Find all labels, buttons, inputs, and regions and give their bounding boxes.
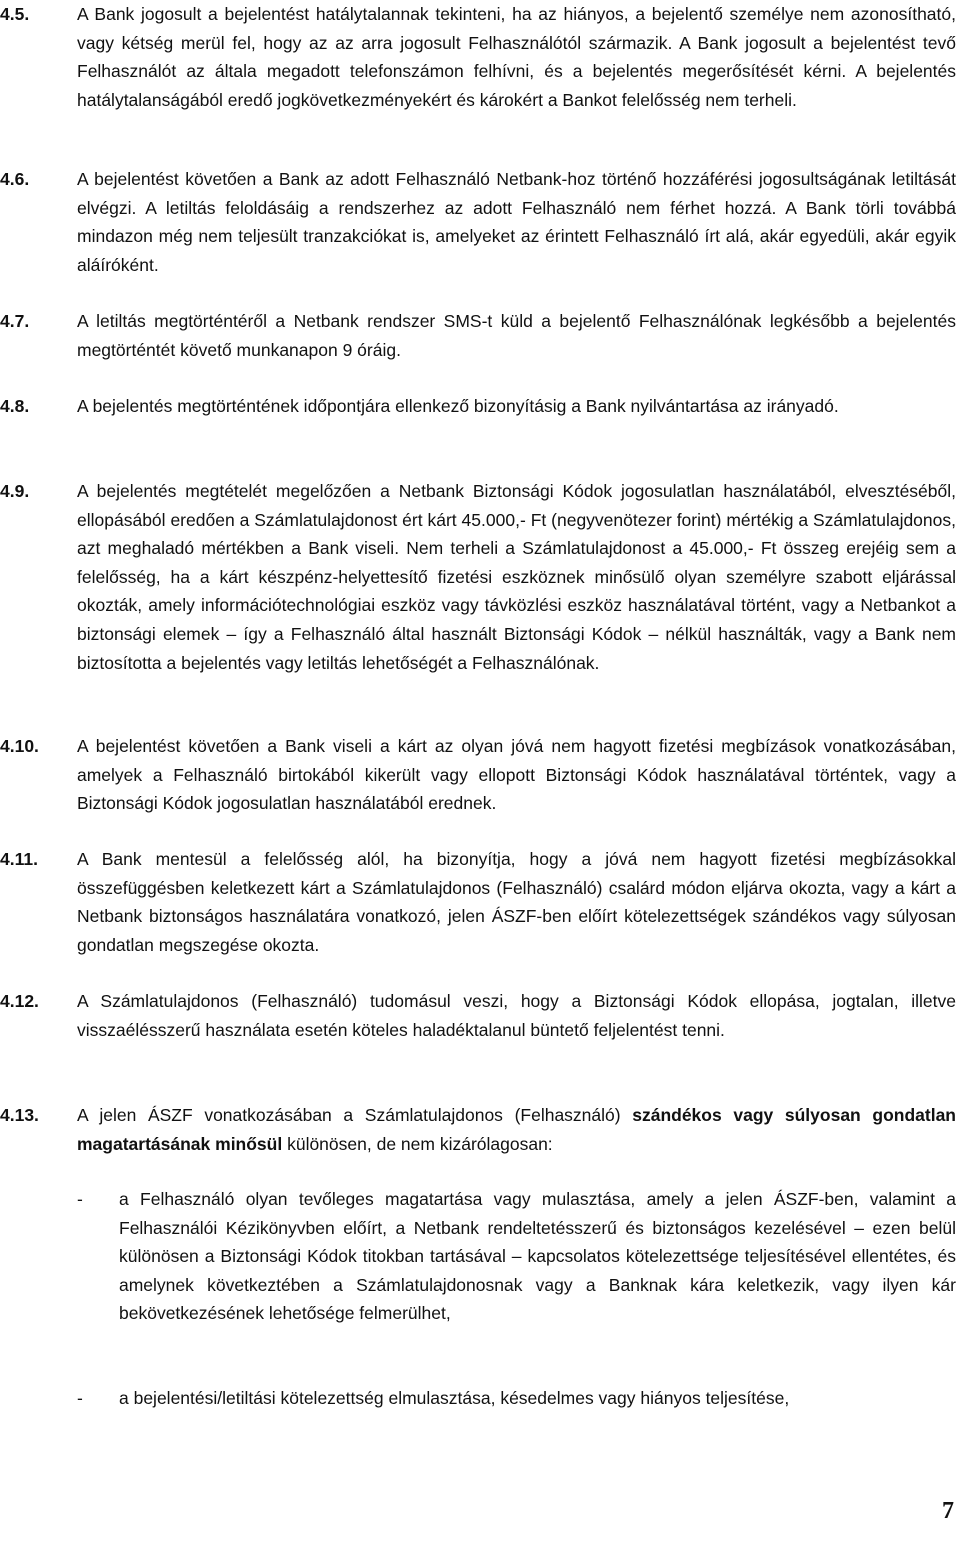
- section-number: 4.8.: [0, 396, 30, 416]
- bullet-marker: -: [77, 1388, 83, 1408]
- section-number: 4.6.: [0, 169, 30, 189]
- section-text: A bejelentés megtörténtének időpontjára ellenkező bizonyításig a Bank nyilvántartása az irányadó.: [77, 396, 839, 416]
- section-number: 4.7.: [0, 311, 30, 331]
- text-after: különösen, de nem kizárólagosan:: [282, 1133, 553, 1154]
- section-text: A bejelentés megtételét megelőzően a Netbank Biztonsági Kódok jogosulatlan használatából, elvesztéséből, ellopásából eredően a Számlatulajdonost ért kárt 45.000,- Ft (negyvenötezer forint) mértékig a Számlatulajdonos, azt meghaladó mértékben a Bank viseli. Nem terheli a Számlatulajdonost a 45.000,- Ft összeg erejéig sem a felelősség, ha a kárt készpénz-helyettesítő fizetési eszköznek minősülő olyan személyre szabott eljárással okozták, amely információtechnológiai eszköz vagy távközlési eszköz használatával történt, vagy a Netbankot a biztonsági elemek – így a Felhasználó által használt Biztonsági Kódok – nélkül használták, vagy a Bank nem biztosította a bejelentés vagy letiltás lehetőségét a Felhasználónak.: [77, 481, 956, 673]
- section-number: 4.12.: [0, 991, 39, 1011]
- text-before: A jelen ÁSZF vonatkozásában a Számlatulajdonos (Felhasználó): [77, 1105, 633, 1125]
- bullet-marker: -: [77, 1189, 83, 1209]
- section-number: 4.13.: [0, 1105, 39, 1125]
- bold-emphasis: szándékos vagy súlyosan gondatlan magatartásának minősül: [77, 1105, 956, 1154]
- section-number: 4.9.: [0, 481, 30, 501]
- section-text: A Számlatulajdonos (Felhasználó) tudomásul veszi, hogy a Biztonsági Kódok ellopása, jogtalan, illetve visszaélésszerű használata esetén köteles haladéktalanul büntető feljelentést tenni.: [77, 991, 956, 1040]
- section-number: 4.10.: [0, 736, 39, 756]
- section-number: 4.5.: [0, 4, 30, 24]
- section-text: A bejelentést követően a Bank az adott Felhasználó Netbank-hoz történő hozzáférési jogosultságának letiltását elvégzi. A letiltás feloldásáig a rendszerhez az adott Felhasználó nem férhet hozzá. A Bank törli továbbá mindazon még nem teljesült tranzakciókat is, amelyeket az érintett Felhasználó írt alá, akár egyedüli, akár egyik aláíróként.: [77, 169, 956, 275]
- section-text: [77, 1101, 956, 1158]
- bullet-text: a Felhasználó olyan tevőleges magatartása vagy mulasztása, amely a jelen ÁSZF-ben, valamint a Felhasználói Kézikönyvben előírt, a Netbank rendeltetésszerű és biztonságos kezelésével – ezen belül különösen a Biztonsági Kódok titokban tartásával – kapcsolatos kötelezettsége teljesítésével ellentétes, és amelynek következtében a Számlatulajdonosnak vagy a Banknak kára keletkezik, vagy ilyen kár bekövetkezésének lehetősége felmerülhet,: [119, 1189, 956, 1324]
- bullet-text: a bejelentési/letiltási kötelezettség elmulasztása, késedelmes vagy hiányos teljesítése,: [119, 1388, 790, 1408]
- page-number: 7: [942, 1498, 954, 1524]
- section-text: A Bank mentesül a felelősség alól, ha bizonyítja, hogy a jóvá nem hagyott fizetési megbízásokkal összefüggésben keletkezett kárt a Számlatulajdonos (Felhasználó) csalárd módon eljárva okozta, vagy a kárt a Netbank biztonságos használatára vonatkozó, jelen ÁSZF-ben előírt kötelezettségek szándékos vagy súlyosan gondatlan megszegése okozta.: [77, 849, 956, 955]
- section-number: 4.11.: [0, 849, 38, 869]
- section-text: A letiltás megtörténtéről a Netbank rendszer SMS-t küld a bejelentő Felhasználónak legkésőbb a bejelentés megtörténtét követő munkanapon 9 óráig.: [77, 311, 956, 360]
- section-text: A Bank jogosult a bejelentést hatálytalannak tekinteni, ha az hiányos, a bejelentő személye nem azonosítható, vagy kétség merül fel, hogy az az arra jogosult Felhasználótól származik. A Bank jogosult a bejelentést tevő Felhasználót az általa megadott telefonszámon felhívni, és a bejelentés megerősítését kérni. A bejelentés hatálytalanságából eredő jogkövetkezményekért és károkért a Bankot felelősség nem terheli.: [77, 4, 956, 110]
- section-text: A bejelentést követően a Bank viseli a kárt az olyan jóvá nem hagyott fizetési megbízások vonatkozásában, amelyek a Felhasználó birtokából kikerült vagy ellopott Biztonsági Kódok használatával történtek, vagy a Biztonsági Kódok jogosulatlan használatából erednek.: [77, 736, 956, 814]
